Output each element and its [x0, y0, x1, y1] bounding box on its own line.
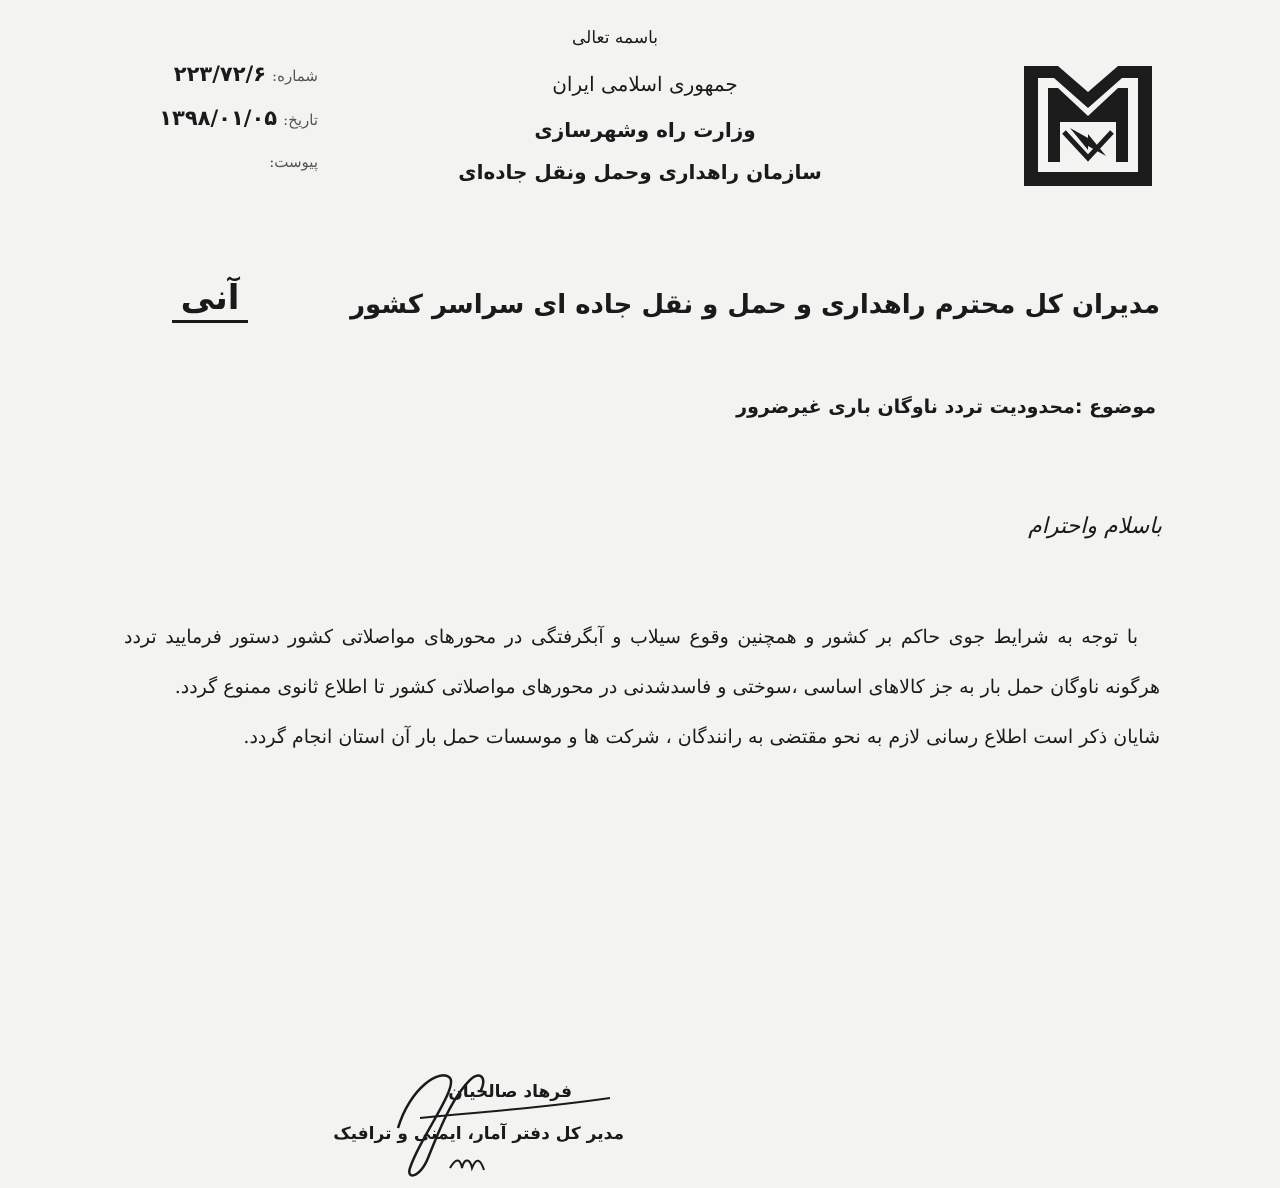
road-transport-organization-logo	[1018, 58, 1158, 194]
addressee: مدیران کل محترم راهداری و حمل و نقل جاده ای سراسر کشور	[350, 290, 1160, 320]
header-country: جمهوری اسلامی ایران	[552, 72, 738, 96]
letter-number-value: ۲۲۳/۷۲/۶	[173, 62, 267, 86]
signatory-name: فرهاد صالحیان	[448, 1082, 572, 1102]
body-paragraph-2: شایان ذکر است اطلاع رسانی لازم به نحو مقتضی به رانندگان ، شرکت ها و موسسات حمل بار آن استان انجام گردد.	[243, 726, 1160, 748]
urgent-mark: آنی	[172, 278, 248, 323]
handwritten-signature	[380, 1058, 640, 1188]
letter-date	[159, 106, 318, 130]
letter-attachment	[269, 152, 318, 171]
basmala: باسمه تعالی	[572, 28, 658, 48]
header-organization: سازمان راهداری وحمل ونقل جاده‌ای	[458, 160, 822, 184]
letter-attachment-label: پیوست:	[269, 153, 318, 171]
letter-body	[124, 612, 1160, 762]
subject-line: موضوع :محدودیت تردد ناوگان باری غیرضرور	[736, 396, 1156, 418]
signatory-title: مدیر کل دفتر آمار، ایمنی و ترافیک	[333, 1124, 624, 1144]
letter-date-value: ۱۳۹۸/۰۱/۰۵	[159, 106, 278, 130]
letter-number-label: شماره:	[272, 67, 318, 85]
letter-number	[174, 62, 318, 86]
header-ministry: وزارت راه وشهرسازی	[534, 118, 756, 142]
greeting: باسلام واحترام	[1028, 514, 1162, 539]
body-paragraph-1: با توجه به شرایط جوی حاکم بر کشور و همچنین وقوع سیلاب و آبگرفتگی در محورهای مواصلاتی کشور دستور فرمایید تردد هرگونه ناوگان حمل بار به جز کالاهای اساسی ،سوختی و فاسدشدنی در محورهای مواصلاتی کشور تا اطلاع ثانوی ممنوع گردد.	[124, 626, 1160, 698]
letter-date-label: تاریخ:	[283, 111, 318, 129]
